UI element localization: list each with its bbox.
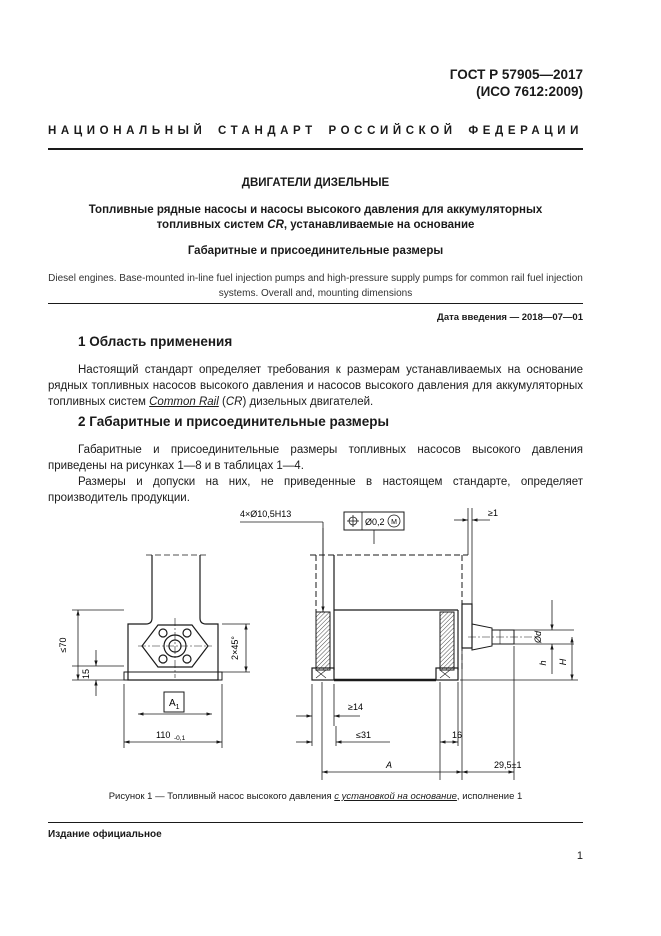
caption-underlined: с установкой на основание xyxy=(334,791,457,802)
dim-15: 15 xyxy=(81,668,91,680)
caption-text-a: Рисунок 1 — Топливный насос высокого давления xyxy=(108,791,335,802)
edition-label: Издание официальное xyxy=(48,829,162,840)
title-sub-line2-b: , устанавливаемые на основание xyxy=(283,219,475,231)
title-sub-line2-a: топливных систем xyxy=(156,219,268,231)
section2-heading: 2 Габаритные и присоединительные размеры xyxy=(78,414,390,429)
dim-le70: ≤70 xyxy=(58,637,68,653)
title-main: ДВИГАТЕЛИ ДИЗЕЛЬНЫЕ xyxy=(241,177,390,189)
dim-chamfer: 2×45° xyxy=(230,636,240,660)
standard-code-line1: ГОСТ Р 57905—2017 xyxy=(449,67,583,82)
section1-common-rail: Common Rail xyxy=(149,396,219,408)
section1-text-c: ) дизельных двигателей. xyxy=(242,396,374,408)
intro-date: Дата введения — 2018—07—01 xyxy=(437,312,583,323)
title-english-line2: systems. Overall and, mounting dimensions xyxy=(218,288,413,299)
dim-16: 16 xyxy=(452,730,463,740)
dim-29-5: 29,5±1 xyxy=(494,760,522,770)
title-part: Габаритные и присоединительные размеры xyxy=(187,245,444,257)
section2-paragraph2: Размеры и допуски на них, не приведенные в настоящем стандарте, определяет производитель продукции. xyxy=(48,476,583,504)
national-standard-banner: НАЦИОНАЛЬНЫЙ СТАНДАРТ РОССИЙСКОЙ ФЕДЕРАЦИИ xyxy=(48,125,583,137)
pump-side-view xyxy=(310,555,532,680)
pump-end-view xyxy=(124,555,222,680)
datum-letter: A xyxy=(169,698,176,709)
dim-A: A xyxy=(386,760,393,770)
datum-sub: 1 xyxy=(175,704,180,711)
standard-code xyxy=(450,66,583,100)
modifier-m: M xyxy=(391,519,397,526)
section1-text-a: Настоящий стандарт определяет требования к размерам устанавливаемых на основание рядных топливных насосов высокого давления и насосов высокого давления для аккумуляторных топливных систем xyxy=(48,364,583,408)
dim-h: h xyxy=(538,660,548,666)
footer-rule xyxy=(48,822,583,823)
title-english xyxy=(48,271,583,301)
title-english-line1: Diesel engines. Base-mounted in-line fuel injection pumps and high-pressure supply pumps for common rail fuel injection xyxy=(48,273,583,284)
position-tolerance: Ø0,2 xyxy=(365,517,385,527)
standard-code-line2: (ИСО 7612:2009) xyxy=(476,84,583,99)
dim-le31: ≤31 xyxy=(356,730,371,740)
side-view-dims xyxy=(240,508,578,780)
dim-diameter-d: Ød xyxy=(533,630,543,644)
figure-1-drawing xyxy=(0,500,661,790)
holes-callout: 4×Ø10,5H13 xyxy=(240,509,292,519)
title-rule xyxy=(48,303,583,304)
section1-paragraph xyxy=(48,362,583,410)
title-sub-line2-cr: CR xyxy=(267,219,284,231)
title-sub xyxy=(48,203,583,233)
page-number: 1 xyxy=(576,850,583,862)
title-sub-line2 xyxy=(48,218,583,233)
section1-cr: CR xyxy=(225,396,243,408)
top-rule xyxy=(48,148,583,150)
figure-caption xyxy=(48,791,583,802)
caption-text-b: , исполнение 1 xyxy=(456,791,523,802)
dim-110-tolerance: -0,1 xyxy=(174,735,186,742)
dim-H: H xyxy=(558,658,568,666)
section2-paragraph1: Габаритные и присоединительные размеры топливных насосов высокого давления приведены на рисунках 1—8 и в таблицах 1—4. xyxy=(48,444,583,472)
dim-ge14: ≥14 xyxy=(348,702,363,712)
section1-text-b: ( xyxy=(218,396,226,408)
dim-110: 110 xyxy=(156,730,171,740)
title-sub-line1: Топливные рядные насосы и насосы высокого давления для аккумуляторных xyxy=(88,204,543,216)
end-view-dims xyxy=(72,610,250,748)
section1-heading: 1 Область применения xyxy=(78,334,233,349)
dim-ge1: ≥1 xyxy=(488,508,498,518)
